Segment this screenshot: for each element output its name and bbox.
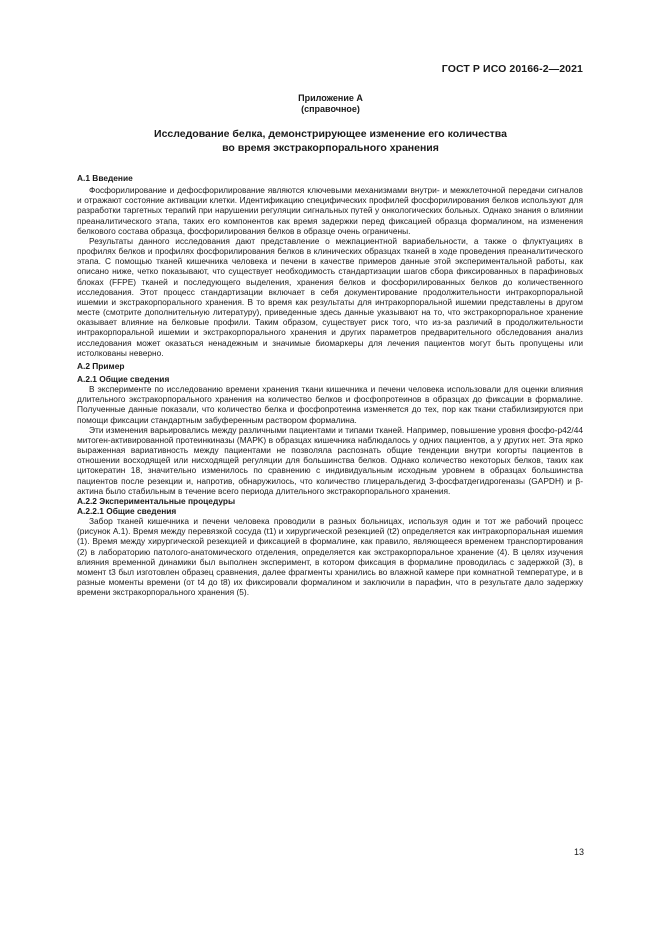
document-body [77,173,583,597]
section-heading-a1: А.1 Введение [77,173,133,183]
section-heading-a2: А.2 Пример [77,360,125,371]
page-number: 13 [573,847,584,857]
appendix-note: (справочное) [301,104,360,114]
paragraph-a21-1: В эксперименте по исследованию времени хранения ткани кишечника и печени человека использовали для оценки влияния длительного экстракорпорального хранения на количество белков и фосфопротеинов в образцах до фиксации в формалине. Полученные данные показали, что количество белка и фосфопротеина изменяется до тех, пор как ткани стабилизируются при помощи фиксации стандартным забуференным раствором формалина. [77,384,583,425]
section-heading-a22: А.2.2 Экспериментальные процедуры [77,495,236,506]
paragraph-a221-1: Забор тканей кишечника и печени человека проводили в разных больницах, используя один и тот же рабочий процесс (рисунок А.1). Время между перевязкой сосуда (t1) и хирургической резекцией (t2) определяется как интракорпоральная ишемия (1). Время между хирургической резекцией и фиксацией в формалине, как правило, являющееся временем транспортирования (2) в лабораторию патолого-анатомического отделения, определяется как экстракорпоральное хранение (4). В целях изучения влияния временной динамики был выполнен эксперимент, в котором фиксация в формалине проводилась с задержкой (3), в момент t3 был изготовлен образец сравнения, далее фрагменты хранились во влажной камере при комнатной температуре, и в разные моменты времени (от t4 до t8) их фиксировали формалином и заключили в парафин, что в результате дало задержку времени экстракорпорального хранения (5). [77,516,583,598]
section-heading-a221: А.2.2.1 Общие сведения [77,506,177,516]
document-title-line-2: во время экстракорпорального хранения [222,142,439,154]
appendix-title: Приложение А [298,93,363,103]
standard-number: ГОСТ Р ИСО 20166-2—2021 [441,63,583,75]
section-heading-a21: А.2.1 Общие сведения [77,373,170,384]
paragraph-a21-2: Эти изменения варьировались между различными пациентами и типами тканей. Например, повышение уровня фосфо-р42/44 митоген-активированной протеинкиназы (MAPK) в образцах кишечника наблюдалось у одних пациентов, а у других нет. Эта ярко выраженная вариативность между пациентами не позволяла распознать общие тенденции внутри когорты пациентов в отношении восходящей или нисходящей регуляции для большинства белков. Однако количество некоторых белков, таких как цитокератин 18, значительно изменилось по сравнению с индивидуальным исходным уровнем в образцах большинства пациентов после резекции и, напротив, обнаружилось, что количество глицеральдегид 3-фосфатдегидрогеназы (GAPDH) и β-актина было стабильным в течение всего периода длительного экстракорпорального хранения. [77,424,583,496]
document-title [0,127,661,155]
paragraph-a1-2: Результаты данного исследования дают представление о межпациентной вариабельности, а также о флуктуациях в профилях белков и профилях фосфорилирования белков в клинических образцах тканей в ходе проведения преаналитического этапа. С помощью тканей кишечника человека и печени в качестве примеров данные этой экспериментальной работы, как описано ниже, четко показывают, что существует необходимость стандартизации шагов сбора фиксированных в парафиновых блоках (FFPE) тканей и последующего выделения, хранения белков и фосфорилированных белков до количественного исследования. Этот процесс стандартизации включает в себя документирование продолжительности интракорпоральной ишемии и экстракорпорального хранения. В то время как результаты для интракорпоральной ишемии представлены в другом месте (смотрите дополнительную литературу), приведенные здесь данные указывают на то, что экстракорпоральное хранение оказывает влияние на белковые профили. Таким образом, существует риск того, что из-за различий в продолжительности интракорпоральной ишемии и экстракорпорального хранения и других параметров предварительного обследования анализ исследования может оказаться ненадежным и значимые биомаркеры для лечения пациентов могут быть пропущены или истолкованы неверно. [77,235,583,358]
paragraph-a1-1: Фосфорилирование и дефосфорилирование являются ключевыми механизмами внутри- и межклеточной передачи сигналов и отражают состояние активации клетки. Идентификацию специфических профилей фосфорилирования белков используют для разработки таргетных терапий при нарушении регуляции сигнальных путей у онкологических больных. Однако знания о влиянии преаналитического этапа, таких его компонентов как время задержки перед фиксацией образца формалином, на изменения белкового состава образца, фосфорилирования белков в образце очень ограничены. [77,185,583,236]
appendix-label [0,93,661,115]
document-title-line-1: Исследование белка, демонстрирующее изменение его количества [154,128,507,140]
